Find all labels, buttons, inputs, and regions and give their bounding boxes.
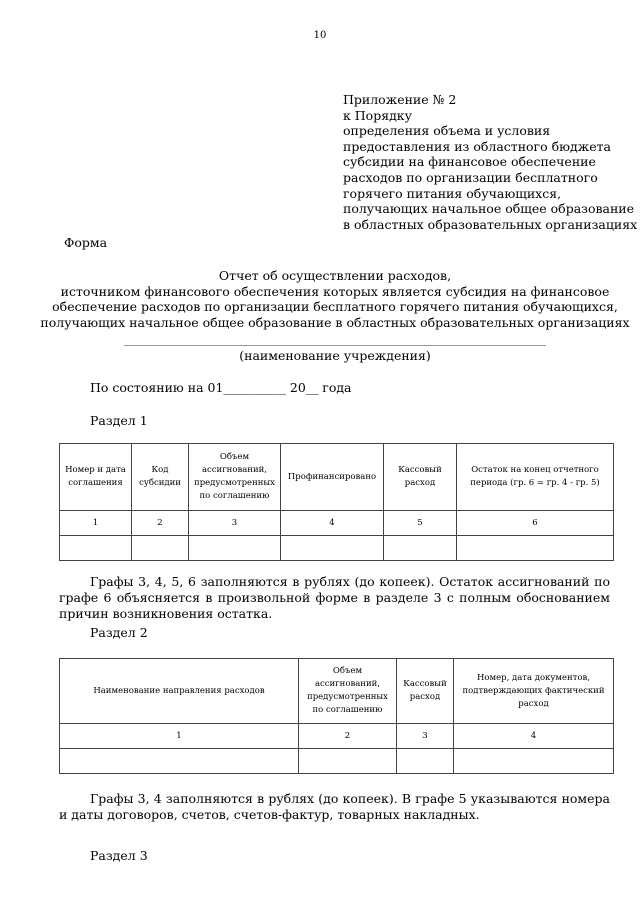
table-header-row	[60, 659, 614, 724]
appendix-line: к Порядку	[343, 107, 412, 123]
column-number: 3	[189, 511, 281, 536]
appendix-line: в областных образовательных организациях	[343, 216, 638, 232]
column-number: 4	[454, 724, 614, 749]
form-label: Форма	[64, 235, 108, 250]
appendix-header	[343, 92, 638, 232]
column-number: 2	[132, 511, 189, 536]
column-number: 1	[60, 724, 299, 749]
data-cell[interactable]	[299, 749, 397, 774]
data-cell[interactable]	[457, 536, 614, 561]
appendix-line: горячего питания обучающихся,	[343, 185, 562, 201]
header-cell: Профинансировано	[281, 444, 384, 511]
header-cell: Номер, дата документов, подтверждающих фактический расход	[454, 659, 614, 724]
note-text: Графы 3, 4, 5, 6 заполняются в рублях (до копеек). Остаток ассигнований по графе 6 объясняется в произвольной форме в разделе 3 с полным обоснованием причин возникновения остатка.	[59, 574, 610, 621]
data-cell[interactable]	[281, 536, 384, 561]
section-1-table	[59, 443, 614, 561]
data-cell[interactable]	[384, 536, 457, 561]
appendix-line: определения объема и условия	[343, 123, 551, 139]
header-cell: Остаток на конец отчетного периода (гр. 6 = гр. 4 - гр. 5)	[457, 444, 614, 511]
column-number: 4	[281, 511, 384, 536]
column-number: 1	[60, 511, 132, 536]
appendix-line: субсидии на финансовое обеспечение	[343, 154, 596, 170]
page-number: 10	[313, 30, 327, 41]
data-cell[interactable]	[397, 749, 454, 774]
status-date-line: По состоянию на 01__________ 20__ года	[90, 380, 352, 395]
appendix-line: Приложение № 2	[343, 92, 457, 107]
appendix-line: получающих начальное общее образование	[343, 201, 635, 217]
column-number: 6	[457, 511, 614, 536]
header-cell: Код субсидии	[132, 444, 189, 511]
institution-name-line[interactable]	[124, 345, 546, 346]
header-cell: Наименование направления расходов	[60, 659, 299, 724]
column-number: 3	[397, 724, 454, 749]
title-line: Отчет об осуществлении расходов,	[218, 268, 452, 283]
table-row	[60, 749, 614, 774]
header-cell: Объем ассигнований, предусмотренных по соглашению	[189, 444, 281, 511]
header-cell: Кассовый расход	[397, 659, 454, 724]
table-header-row	[60, 444, 614, 511]
data-cell[interactable]	[189, 536, 281, 561]
header-cell: Объем ассигнований, предусмотренных по соглашению	[299, 659, 397, 724]
title-line: получающих начальное общее образование в областных образовательных организациях	[40, 314, 630, 330]
title-line: источником финансового обеспечения которых является субсидия на финансовое	[60, 283, 610, 299]
section-2-table	[59, 658, 614, 774]
data-cell[interactable]	[60, 536, 132, 561]
header-cell: Кассовый расход	[384, 444, 457, 511]
title-line: обеспечение расходов по организации бесплатного горячего питания обучающихся,	[52, 299, 618, 315]
data-cell[interactable]	[454, 749, 614, 774]
column-number: 2	[299, 724, 397, 749]
data-cell[interactable]	[60, 749, 299, 774]
section-1-title: Раздел 1	[90, 413, 148, 428]
section-2-note	[59, 791, 610, 823]
column-number: 5	[384, 511, 457, 536]
institution-caption: (наименование учреждения)	[239, 348, 431, 363]
report-title	[40, 268, 630, 330]
header-cell: Номер и дата соглашения	[60, 444, 132, 511]
data-cell[interactable]	[132, 536, 189, 561]
note-text: Графы 3, 4 заполняются в рублях (до копеек). В графе 5 указываются номера и даты договоров, счетов, счетов-фактур, товарных накладных.	[59, 791, 610, 822]
column-number-row	[60, 511, 614, 536]
appendix-line: расходов по организации бесплатного	[343, 169, 598, 185]
table-row	[60, 536, 614, 561]
section-3-title: Раздел 3	[90, 848, 148, 863]
column-number-row	[60, 724, 614, 749]
section-2-title: Раздел 2	[90, 625, 148, 640]
appendix-line: предоставления из областного бюджета	[343, 138, 611, 154]
section-1-note	[59, 574, 610, 622]
